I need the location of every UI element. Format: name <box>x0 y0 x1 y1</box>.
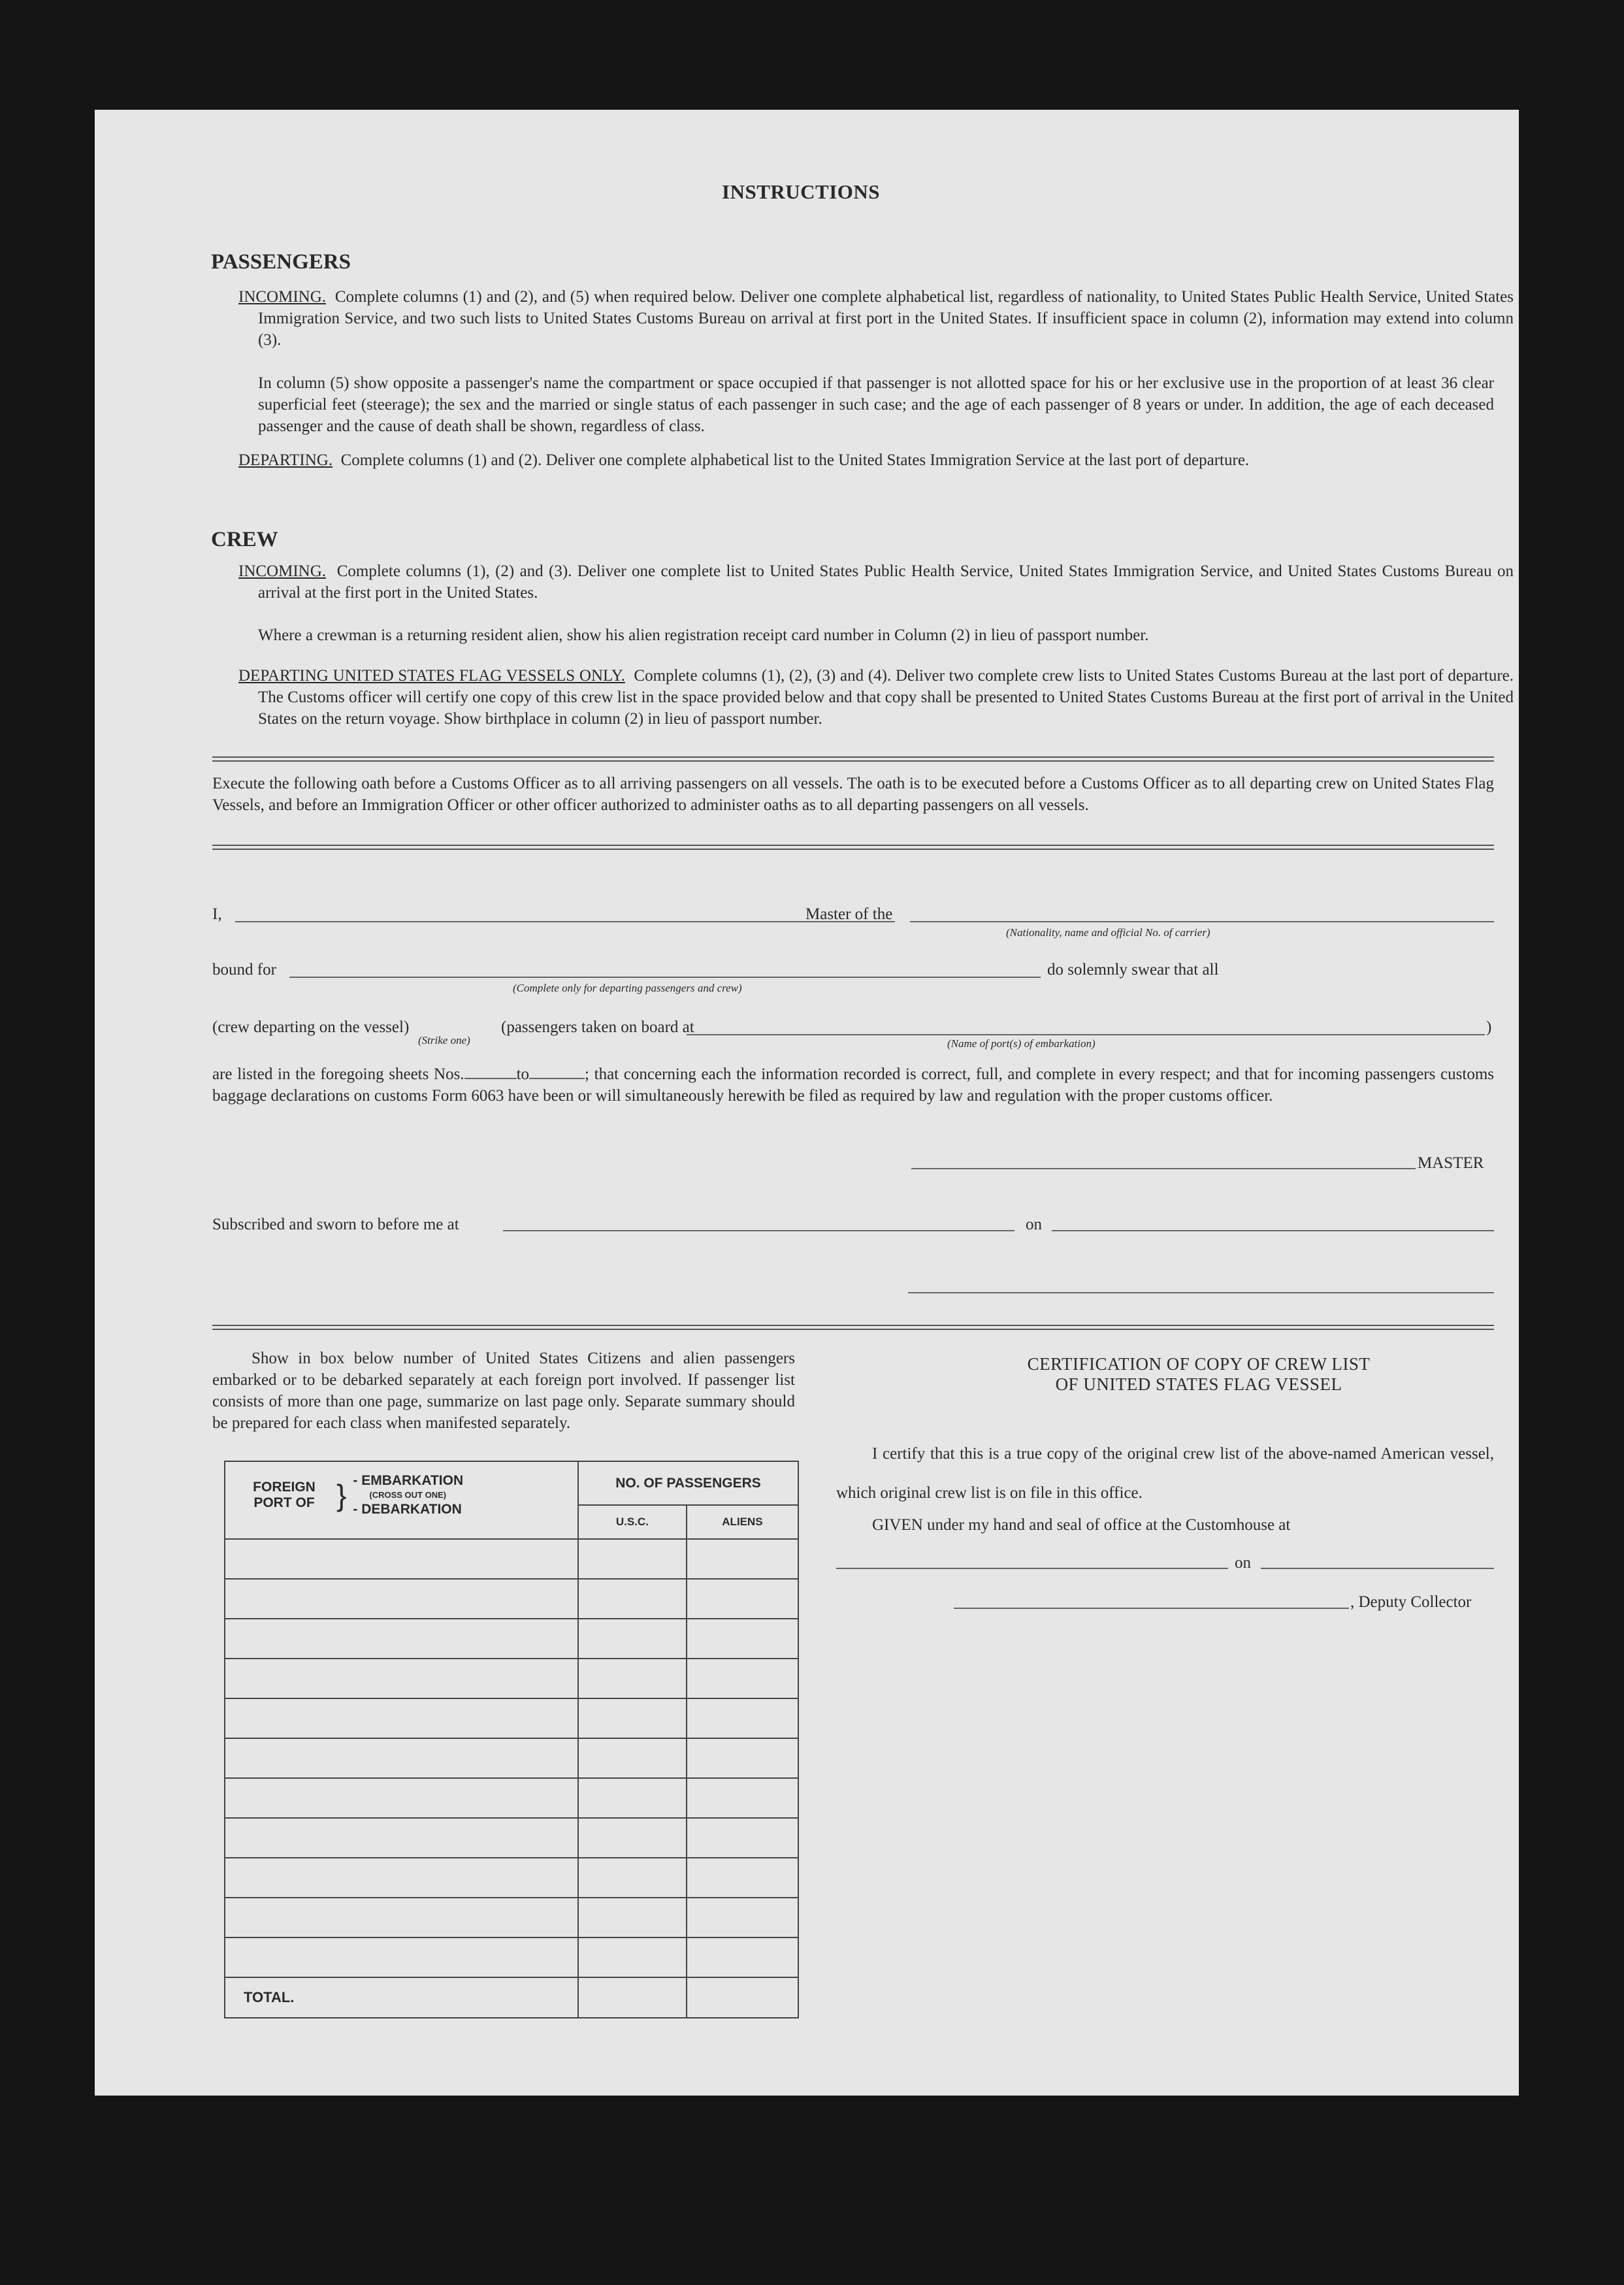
aliens-cell[interactable] <box>687 1698 798 1738</box>
usc-cell[interactable] <box>578 1698 687 1738</box>
usc-cell[interactable] <box>578 1579 687 1619</box>
bound-for-field[interactable] <box>289 977 1041 978</box>
to-text: to <box>516 1065 530 1083</box>
crew-resident-paragraph: Where a crewman is a returning resident alien, show his alien registration receipt card number in Column (2) in lieu of passport number. <box>258 626 1149 644</box>
table-row <box>225 1738 798 1778</box>
passenger-summary-table <box>224 1461 799 2018</box>
subscribed-text: Subscribed and sworn to before me at <box>212 1216 459 1233</box>
given-text: GIVEN under my hand and seal of office at the Customhouse at <box>872 1516 1291 1534</box>
master-signature-field[interactable] <box>911 1168 1416 1169</box>
crew-departing-label: DEPARTING UNITED STATES FLAG VESSELS ONLY. <box>238 667 625 685</box>
aliens-cell[interactable] <box>687 1818 798 1858</box>
passengers-incoming-label: INCOMING. <box>238 288 327 306</box>
usc-cell[interactable] <box>578 1858 687 1898</box>
passengers-column5-paragraph: In column (5) show opposite a passenger's name the compartment or space occupied if that passenger is not allotted space for his or her exclusive use in the proportion of at least 36 clear superficial feet (steerage); the sex and the married or single status of each passenger in such case; and the age of each passenger of 8 years or under. In addition, the age of each deceased passenger and the cause of death shall be shown, regardless of class. <box>258 374 1494 435</box>
embarkation-port-field[interactable] <box>687 1034 1485 1035</box>
swear-text: do solemnly swear that all <box>1047 961 1219 979</box>
foreign-port-header <box>225 1461 578 1539</box>
usc-cell[interactable] <box>578 1778 687 1818</box>
no-passengers-header: NO. OF PASSENGERS <box>578 1461 798 1505</box>
brace-icon: } <box>336 1478 347 1512</box>
port-cell[interactable] <box>225 1937 578 1977</box>
total-aliens-cell[interactable] <box>687 1977 798 2018</box>
usc-cell[interactable] <box>578 1619 687 1659</box>
aliens-cell[interactable] <box>687 1619 798 1659</box>
aliens-cell[interactable] <box>687 1778 798 1818</box>
usc-cell[interactable] <box>578 1659 687 1698</box>
embarkation-label[interactable]: - EMBARKATION <box>353 1473 464 1488</box>
table-row <box>225 1937 798 1977</box>
crew-incoming-paragraph <box>238 560 1514 604</box>
crew-incoming-label: INCOMING. <box>238 562 327 580</box>
aliens-cell[interactable] <box>687 1539 798 1579</box>
table-row <box>225 1858 798 1898</box>
carrier-caption: (Nationality, name and official No. of carrier) <box>1006 926 1210 939</box>
strike-one-caption: (Strike one) <box>418 1034 470 1046</box>
certification-date-field[interactable] <box>1261 1568 1494 1569</box>
table-row <box>225 1579 798 1619</box>
page-title: INSTRUCTIONS <box>722 180 881 203</box>
port-cell[interactable] <box>225 1659 578 1698</box>
sheet-from-field[interactable] <box>464 1065 517 1079</box>
passengers-heading: PASSENGERS <box>211 250 351 274</box>
aliens-cell[interactable] <box>687 1659 798 1698</box>
sheet-to-field[interactable] <box>529 1065 585 1079</box>
aliens-cell[interactable] <box>687 1579 798 1619</box>
oath-i-label: I, <box>212 905 222 923</box>
crew-departing-paragraph <box>238 665 1514 730</box>
table-row <box>225 1539 798 1579</box>
table-row <box>225 1898 798 1937</box>
crew-heading: CREW <box>211 528 278 551</box>
port-cell[interactable] <box>225 1818 578 1858</box>
crew-departing-option[interactable]: (crew departing on the vessel) <box>212 1018 410 1036</box>
total-label: TOTAL. <box>225 1977 578 2018</box>
port-cell[interactable] <box>225 1698 578 1738</box>
foreign-port-label: FOREIGN PORT OF <box>253 1480 316 1510</box>
usc-cell[interactable] <box>578 1738 687 1778</box>
bound-for-label: bound for <box>212 961 276 979</box>
departing-caption: (Complete only for departing passengers and crew) <box>513 982 742 994</box>
customhouse-field[interactable] <box>836 1568 1228 1569</box>
passengers-taken-option[interactable]: (passengers taken on board at <box>501 1018 694 1036</box>
crew-departing-text: Complete columns (1), (2), (3) and (4). Deliver two complete crew lists to United States Customs Bureau at the last port of departure. The Customs officer will certify one copy of this crew list in the space provided below and that copy shall be presented to United States Customs Bureau at the first port of arrival in the United States on the return voyage. Show birthplace in column (2) in lieu of passport number. <box>258 667 1514 728</box>
certification-title-line1: CERTIFICATION OF COPY OF CREW LIST <box>1027 1354 1371 1374</box>
summary-instructions: Show in box below number of United States Citizens and alien passengers embarked or to be debarked separately at each foreign port involved. If passenger list consists of more than one page, summarize on last page only. Separate summary should be prepared for each class when manifested separately. <box>212 1350 795 1432</box>
port-cell[interactable] <box>225 1778 578 1818</box>
usc-cell[interactable] <box>578 1898 687 1937</box>
embarkation-options[interactable] <box>353 1474 463 1517</box>
master-of-the-label: Master of the <box>805 905 893 923</box>
table-row <box>225 1778 798 1818</box>
deputy-signature-field[interactable] <box>954 1608 1349 1609</box>
certification-on-label: on <box>1235 1554 1251 1572</box>
listed-rest: ; that concerning each the information recorded is correct, full, and complete in every respect; and that for incoming passengers customs baggage declarations on customs Form 6063 have been or will simultaneously herewith be filed as required by law and regulation with the proper customs officer. <box>212 1065 1494 1105</box>
sworn-date-field[interactable] <box>1052 1230 1494 1231</box>
divider-double-1 <box>212 756 1494 762</box>
port-cell[interactable] <box>225 1858 578 1898</box>
form-page <box>95 110 1519 2096</box>
passengers-departing-label: DEPARTING. <box>238 451 333 469</box>
port-cell[interactable] <box>225 1898 578 1937</box>
passengers-incoming-paragraph <box>238 286 1514 351</box>
carrier-field[interactable] <box>910 921 1494 922</box>
table-row <box>225 1619 798 1659</box>
table-row <box>225 1818 798 1858</box>
certify-text: I certify that this is a true copy of the original crew list of the above-named American vessel, which original crew list is on file in this office. <box>836 1445 1494 1502</box>
certification-title-line2: OF UNITED STATES FLAG VESSEL <box>1055 1374 1342 1394</box>
passengers-incoming-text: Complete columns (1) and (2), and (5) when required below. Deliver one complete alphabetical list, regardless of nationality, to United States Public Health Service, United States Immigration Service, and two such lists to United States Customs Bureau on arrival at first port in the United States. If insufficient space in column (2), information may extend into column (3). <box>258 288 1514 349</box>
listed-text: are listed in the foregoing sheets Nos. <box>212 1065 464 1083</box>
port-cell[interactable] <box>225 1539 578 1579</box>
port-cell[interactable] <box>225 1738 578 1778</box>
master-label: MASTER <box>1418 1154 1484 1172</box>
close-paren: ) <box>1486 1018 1492 1036</box>
aliens-cell[interactable] <box>687 1898 798 1937</box>
port-caption: (Name of port(s) of embarkation) <box>947 1037 1096 1050</box>
table-row <box>225 1659 798 1698</box>
officer-signature-field[interactable] <box>908 1292 1494 1293</box>
sworn-place-field[interactable] <box>503 1230 1015 1231</box>
crew-incoming-text: Complete columns (1), (2) and (3). Deliver one complete list to United States Public Health Service, United States Immigration Service, and United States Customs Bureau on arrival at the first port in the United States. <box>258 562 1514 602</box>
aliens-cell[interactable] <box>687 1937 798 1977</box>
usc-cell[interactable] <box>578 1937 687 1977</box>
deputy-collector-label: , Deputy Collector <box>1350 1593 1472 1611</box>
cross-out-label: (CROSS OUT ONE) <box>369 1490 447 1500</box>
usc-cell[interactable] <box>578 1818 687 1858</box>
usc-header: U.S.C. <box>578 1505 687 1539</box>
passengers-departing-text: Complete columns (1) and (2). Deliver one complete alphabetical list to the United States Immigration Service at the last port of departure. <box>340 451 1250 469</box>
aliens-cell[interactable] <box>687 1738 798 1778</box>
sworn-on-label: on <box>1026 1216 1042 1233</box>
divider-double-2 <box>212 845 1494 850</box>
divider-double-3 <box>212 1325 1494 1330</box>
debarkation-label[interactable]: - DEBARKATION <box>353 1502 462 1517</box>
aliens-header: ALIENS <box>687 1505 798 1539</box>
aliens-cell[interactable] <box>687 1858 798 1898</box>
certification-title <box>905 1354 1493 1395</box>
listed-paragraph <box>212 1063 1494 1107</box>
master-name-field[interactable] <box>235 921 895 922</box>
table-row <box>225 1698 798 1738</box>
port-cell[interactable] <box>225 1619 578 1659</box>
total-usc-cell[interactable] <box>578 1977 687 2018</box>
oath-intro: Execute the following oath before a Customs Officer as to all arriving passengers on all vessels. The oath is to be executed before a Customs Officer as to all departing crew on United States Flag Vessels, and before an Immigration Officer or other officer authorized to administer oaths as to all departing passengers on all vessels. <box>212 775 1494 814</box>
passengers-departing-paragraph <box>238 449 1514 471</box>
usc-cell[interactable] <box>578 1539 687 1579</box>
port-cell[interactable] <box>225 1579 578 1619</box>
